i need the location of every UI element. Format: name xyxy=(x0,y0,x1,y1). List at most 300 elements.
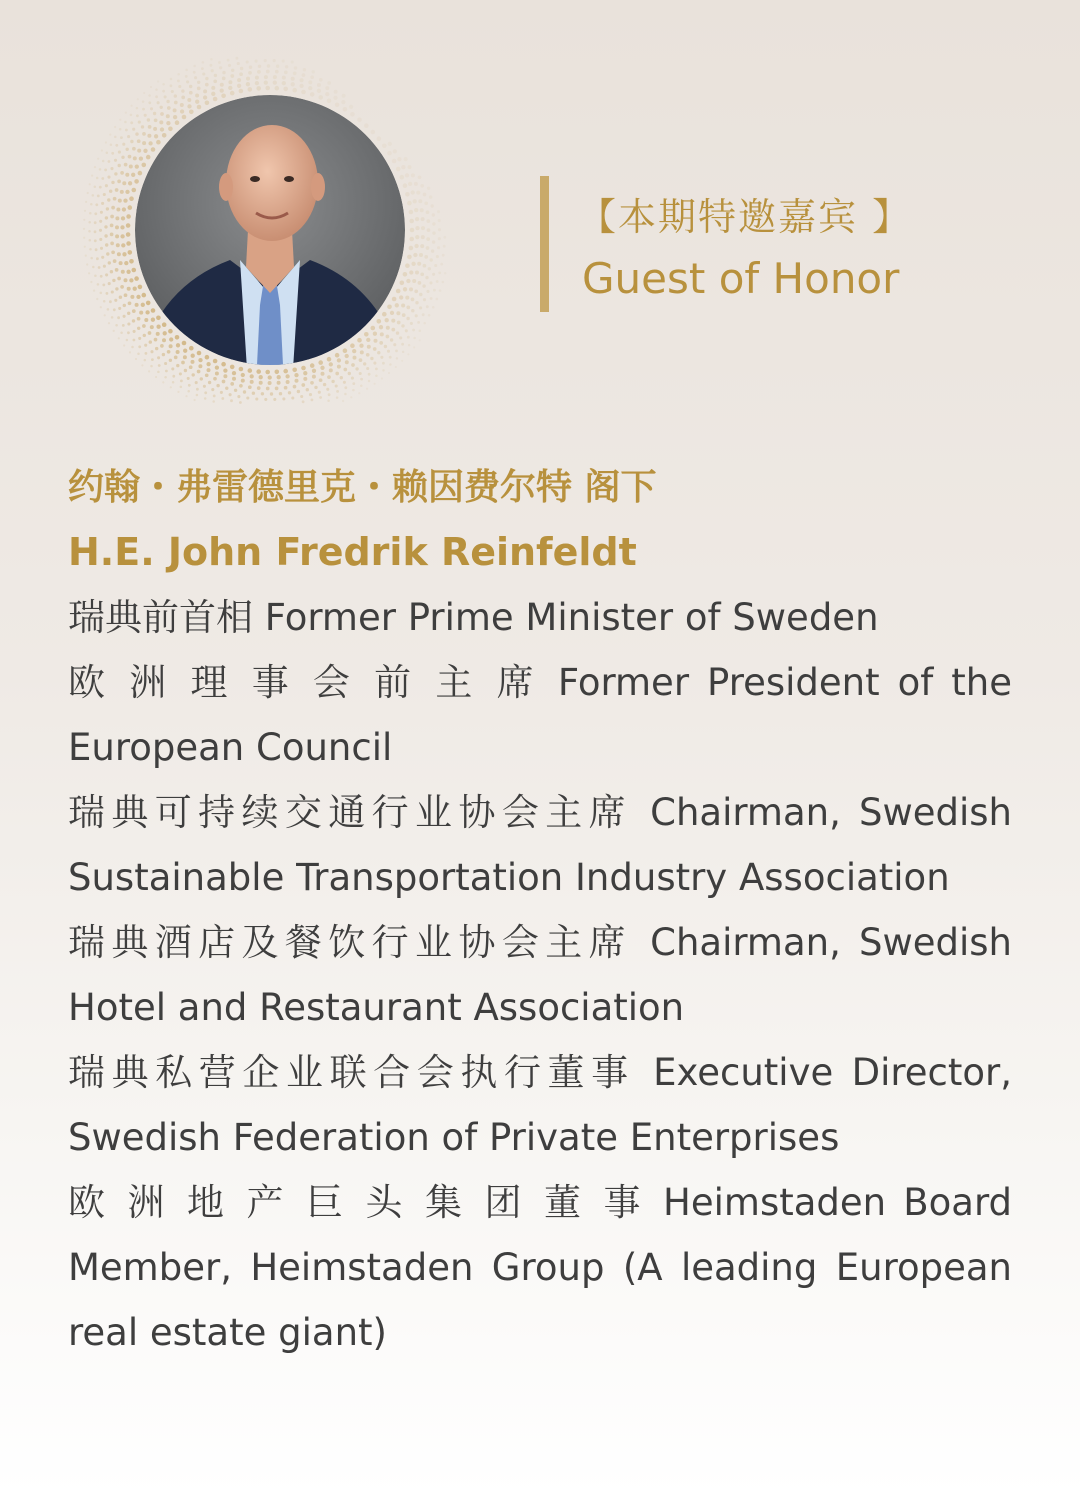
halo-dot xyxy=(142,132,146,136)
halo-dot xyxy=(173,108,177,112)
halo-dot xyxy=(301,366,306,371)
halo-dot xyxy=(165,370,168,373)
halo-dot xyxy=(232,377,236,381)
halo-dot xyxy=(115,234,119,238)
halo-dot xyxy=(249,66,252,69)
halo-dot xyxy=(96,177,99,180)
halo-dot xyxy=(97,283,100,286)
halo-dot xyxy=(294,373,298,377)
halo-dot xyxy=(438,219,441,222)
halo-dot xyxy=(310,75,314,79)
halo-dot xyxy=(211,86,215,90)
halo-dot xyxy=(408,344,411,347)
halo-dot xyxy=(335,372,339,376)
halo-dot xyxy=(409,270,413,274)
halo-dot xyxy=(144,359,147,362)
halo-dot xyxy=(417,321,420,324)
halo-dot xyxy=(432,222,435,225)
halo-dot xyxy=(270,392,273,395)
halo-dot xyxy=(169,359,172,362)
halo-dot xyxy=(345,354,349,358)
halo-dot xyxy=(246,77,250,81)
halo-dot xyxy=(115,216,119,220)
halo-dot xyxy=(155,95,158,98)
halo-dot xyxy=(395,350,398,353)
halo-dot xyxy=(213,359,218,364)
halo-dot xyxy=(171,367,174,370)
halo-dot xyxy=(310,92,315,97)
halo-dot xyxy=(136,107,139,110)
halo-dot xyxy=(374,383,376,385)
halo-dot xyxy=(194,76,197,79)
halo-dot xyxy=(177,80,180,83)
halo-dot xyxy=(341,100,345,104)
halo-dot xyxy=(419,293,422,296)
halo-dot xyxy=(414,208,418,212)
halo-dot xyxy=(157,356,160,359)
halo-dot xyxy=(109,134,111,136)
halo-dot xyxy=(94,212,97,215)
halo-dot xyxy=(392,297,397,302)
title-item: 瑞典酒店及餐饮行业协会主席 Chairman, Swedish Hotel and Restaurant Association xyxy=(68,921,1012,1029)
halo-dot xyxy=(418,281,422,285)
halo-dot xyxy=(419,339,421,341)
halo-dot xyxy=(388,142,392,146)
halo-dot xyxy=(148,125,152,129)
halo-dot xyxy=(147,118,150,121)
halo-dot xyxy=(142,163,147,168)
halo-dot xyxy=(185,395,187,397)
halo-dot xyxy=(185,69,188,72)
halo-dot xyxy=(392,159,397,164)
halo-dot xyxy=(205,83,209,87)
halo-dot xyxy=(191,360,195,364)
halo-dot xyxy=(134,276,139,281)
halo-dot xyxy=(425,276,428,279)
halo-dot xyxy=(105,243,108,246)
halo-dot xyxy=(222,380,226,384)
halo-dot xyxy=(385,318,389,322)
halo-dot xyxy=(180,103,184,107)
halo-dot xyxy=(107,176,110,179)
halo-dot xyxy=(94,274,97,277)
halo-dot xyxy=(391,319,395,323)
halo-dot xyxy=(197,351,202,356)
halo-dot xyxy=(299,84,303,88)
halo-dot xyxy=(377,351,380,354)
halo-dot xyxy=(240,67,243,70)
halo-dot xyxy=(397,321,401,325)
halo-dot xyxy=(256,86,261,91)
halo-dot xyxy=(443,245,446,248)
halo-dot xyxy=(102,160,105,163)
halo-dot xyxy=(336,390,339,393)
halo-dot xyxy=(436,280,439,283)
halo-dot xyxy=(92,266,95,269)
halo-dot xyxy=(167,106,171,110)
halo-dot xyxy=(130,295,134,299)
halo-dot xyxy=(303,377,307,381)
halo-dot xyxy=(211,92,215,96)
halo-dot xyxy=(415,235,419,239)
halo-dot xyxy=(318,95,323,100)
halo-dot xyxy=(259,375,263,379)
halo-dot xyxy=(126,241,131,246)
title-item: 欧 洲 理 事 会 前 主 席 Former President of the European Council xyxy=(68,661,1012,769)
halo-dot xyxy=(273,80,277,84)
halo-dot xyxy=(105,184,108,187)
halo-dot xyxy=(142,100,145,103)
halo-dot xyxy=(426,237,430,241)
halo-dot xyxy=(399,295,403,299)
halo-dot xyxy=(259,381,263,385)
halo-dot xyxy=(108,282,111,285)
halo-dot xyxy=(162,83,165,86)
halo-dot xyxy=(312,369,316,373)
halo-dot xyxy=(180,380,183,383)
halo-dot xyxy=(384,345,387,348)
halo-dot xyxy=(203,385,206,388)
halo-dot xyxy=(373,332,377,336)
halo-dot xyxy=(246,82,250,86)
halo-dot xyxy=(328,393,331,396)
halo-dot xyxy=(124,121,127,124)
halo-dot xyxy=(232,371,236,375)
halo-dot xyxy=(283,369,288,374)
halo-dot xyxy=(101,149,103,151)
halo-dot xyxy=(335,103,340,108)
halo-dot xyxy=(345,360,349,364)
halo-dot xyxy=(237,395,240,398)
halo-dot xyxy=(137,327,140,330)
halo-dot xyxy=(411,298,415,302)
halo-dot xyxy=(282,397,285,400)
halo-dot xyxy=(110,233,114,237)
halo-dot xyxy=(187,104,191,108)
halo-dot xyxy=(157,80,159,82)
halo-dot xyxy=(430,258,433,261)
halo-dot xyxy=(138,337,141,340)
halo-dot xyxy=(426,290,429,293)
halo-dot xyxy=(137,98,139,100)
halo-dot xyxy=(288,391,291,394)
halo-dot xyxy=(405,329,408,332)
halo-dot xyxy=(409,246,414,251)
halo-dot xyxy=(350,343,355,348)
halo-dot xyxy=(176,343,180,347)
halo-dot xyxy=(216,384,219,387)
halo-dot xyxy=(189,91,193,95)
halo-dot xyxy=(162,381,164,383)
halo-dot xyxy=(387,350,390,353)
halo-dot xyxy=(130,121,133,124)
halo-dot xyxy=(237,78,241,82)
halo-dot xyxy=(100,247,103,250)
halo-dot xyxy=(265,370,270,375)
halo-dot xyxy=(239,367,244,372)
halo-dot xyxy=(342,94,346,98)
halo-dot xyxy=(126,223,131,228)
halo-dot xyxy=(85,201,87,203)
halo-dot xyxy=(170,386,172,388)
halo-dot xyxy=(120,136,123,139)
halo-dot xyxy=(415,271,419,275)
halo-dot xyxy=(404,157,408,161)
halo-dot xyxy=(184,369,187,372)
halo-dot xyxy=(358,392,360,394)
halo-dot xyxy=(411,190,415,194)
halo-dot xyxy=(426,219,430,223)
halo-dot xyxy=(306,388,309,391)
halo-dot xyxy=(220,83,224,87)
halo-dot xyxy=(151,147,156,152)
halo-dot xyxy=(239,89,244,94)
halo-dot xyxy=(275,387,279,391)
halo-dot xyxy=(422,284,425,287)
halo-dot xyxy=(433,289,436,292)
halo-dot xyxy=(414,289,418,293)
halo-dot xyxy=(239,72,243,76)
halo-dot xyxy=(301,383,305,387)
halo-dot xyxy=(202,72,205,75)
halo-dot xyxy=(266,70,270,74)
halo-dot xyxy=(124,293,128,297)
halo-dot xyxy=(230,74,234,78)
halo-dot xyxy=(401,165,405,169)
halo-dot xyxy=(113,308,116,311)
halo-dot xyxy=(414,182,418,186)
halo-dot xyxy=(374,339,378,343)
halo-dot xyxy=(268,375,272,379)
halo-dot xyxy=(261,392,264,395)
halo-dot xyxy=(178,85,181,88)
halo-dot xyxy=(150,86,152,88)
halo-dot xyxy=(193,65,196,68)
halo-dot xyxy=(174,101,178,105)
halo-dot xyxy=(153,127,157,131)
halo-dot xyxy=(127,322,130,325)
halo-dot xyxy=(215,372,219,376)
halo-dot xyxy=(169,344,173,348)
halo-dot xyxy=(424,201,428,205)
halo-dot xyxy=(403,272,408,277)
halo-dot xyxy=(396,357,399,360)
halo-dot xyxy=(191,354,195,358)
halo-dot xyxy=(172,381,175,384)
title-item: 瑞典可持续交通行业协会主席 Chairman, Swedish Sustainable Transportation Industry Association xyxy=(68,791,1012,899)
halo-dot xyxy=(282,81,286,85)
halo-dot xyxy=(323,383,326,386)
halo-dot xyxy=(377,319,382,324)
halo-dot xyxy=(157,101,160,104)
halo-dot xyxy=(420,184,424,188)
halo-dot xyxy=(442,254,445,257)
halo-dot xyxy=(136,114,139,117)
halo-dot xyxy=(189,110,194,115)
halo-dot xyxy=(134,179,139,184)
halo-dot xyxy=(115,324,118,327)
halo-dot xyxy=(162,353,165,356)
halo-dot xyxy=(135,132,138,135)
halo-dot xyxy=(137,139,141,143)
halo-dot xyxy=(427,187,430,190)
halo-dot xyxy=(122,324,125,327)
halo-dot xyxy=(282,76,286,80)
halo-dot xyxy=(110,270,113,273)
halo-dot xyxy=(106,292,109,295)
halo-dot xyxy=(395,366,397,368)
halo-dot xyxy=(177,391,179,393)
halo-dot xyxy=(183,355,187,359)
halo-dot xyxy=(99,229,102,232)
halo-dot xyxy=(415,301,418,304)
halo-dot xyxy=(222,71,225,74)
halo-dot xyxy=(428,314,431,317)
halo-dot xyxy=(180,386,183,389)
halo-dot xyxy=(169,337,173,341)
halo-dot xyxy=(248,368,253,373)
halo-dot xyxy=(112,279,115,282)
halo-dot xyxy=(421,235,425,239)
halo-dot xyxy=(128,301,132,305)
halo-dot xyxy=(114,136,117,139)
halo-dot xyxy=(131,346,134,349)
halo-dot xyxy=(221,397,224,400)
halo-dot xyxy=(276,65,279,68)
halo-dot xyxy=(121,270,125,274)
halo-dot xyxy=(390,338,393,341)
halo-dot xyxy=(177,73,180,76)
halo-dot xyxy=(405,173,409,177)
halo-dot xyxy=(334,90,338,94)
halo-dot xyxy=(125,129,128,132)
halo-dot xyxy=(147,134,151,138)
halo-dot xyxy=(364,123,369,128)
halo-dot xyxy=(381,377,383,379)
halo-dot xyxy=(115,225,119,229)
halo-dot xyxy=(273,75,277,79)
halo-dot xyxy=(382,312,387,317)
halo-dot xyxy=(389,356,392,359)
halo-dot xyxy=(154,118,158,122)
portrait-photo xyxy=(135,95,405,385)
halo-dot xyxy=(360,384,363,387)
halo-dot xyxy=(127,331,130,334)
halo-dot xyxy=(156,316,161,321)
halo-dot xyxy=(126,339,128,342)
halo-dot xyxy=(119,128,122,131)
halo-dot xyxy=(405,192,410,197)
halo-dot xyxy=(100,306,102,308)
halo-dot xyxy=(275,370,280,375)
halo-dot xyxy=(106,207,109,210)
halo-dot xyxy=(213,79,217,83)
halo-dot xyxy=(273,398,276,401)
halo-dot xyxy=(416,191,420,195)
halo-dot xyxy=(201,67,204,70)
halo-dot xyxy=(138,345,141,348)
halo-dot xyxy=(133,156,137,160)
halo-dot xyxy=(284,386,288,390)
halo-dot xyxy=(150,107,153,110)
halo-dot xyxy=(426,246,430,250)
halo-dot xyxy=(291,396,294,399)
halo-dot xyxy=(403,287,407,291)
halo-dot xyxy=(418,199,422,203)
halo-dot xyxy=(146,155,151,160)
halo-dot xyxy=(107,198,110,201)
halo-dot xyxy=(115,144,118,147)
halo-dot xyxy=(401,324,404,327)
halo-dot xyxy=(120,171,124,175)
halo-dot xyxy=(195,94,199,98)
halo-dot xyxy=(275,86,280,91)
halo-dot xyxy=(163,331,167,335)
halo-dot xyxy=(114,172,117,175)
halo-dot xyxy=(143,334,146,337)
halo-dot xyxy=(86,263,88,265)
halo-dot xyxy=(213,377,217,381)
halo-dot xyxy=(151,318,155,322)
halo-dot xyxy=(125,173,129,177)
halo-dot xyxy=(164,376,167,379)
halo-dot xyxy=(327,375,331,379)
halo-dot xyxy=(148,370,150,372)
halo-dot xyxy=(297,390,300,393)
halo-dot xyxy=(396,311,400,315)
halo-dot xyxy=(432,306,435,309)
halo-dot xyxy=(395,303,399,307)
halo-dot xyxy=(99,168,102,171)
halo-dot xyxy=(413,337,416,340)
halo-dot xyxy=(123,344,125,346)
halo-dot xyxy=(88,230,91,233)
halo-dot xyxy=(311,399,314,402)
halo-dot xyxy=(101,177,104,180)
halo-dot xyxy=(318,360,323,365)
halo-dot xyxy=(432,240,435,243)
halo-dot xyxy=(422,313,425,316)
title-item: 瑞典私营企业联合会执行董事 Executive Director, Swedish Federation of Private Enterprises xyxy=(68,1051,1012,1159)
halo-dot xyxy=(321,372,325,376)
halo-dot xyxy=(424,255,428,259)
halo-dot xyxy=(197,370,201,374)
halo-dot xyxy=(83,228,85,230)
halo-dot xyxy=(414,244,418,248)
halo-dot xyxy=(148,101,151,104)
halo-dot xyxy=(237,62,240,65)
halo-dot xyxy=(229,393,232,396)
halo-dot xyxy=(282,59,285,62)
halo-dot xyxy=(317,89,321,93)
halo-dot xyxy=(366,353,370,357)
halo-dot xyxy=(258,65,261,68)
halo-dot xyxy=(97,158,99,160)
halo-dot xyxy=(409,287,413,291)
halo-dot xyxy=(157,371,160,374)
halo-dot xyxy=(350,112,355,117)
halo-dot xyxy=(255,60,258,63)
halo-dot xyxy=(118,337,120,339)
halo-dot xyxy=(300,78,304,82)
halo-dot xyxy=(436,255,439,258)
halo-dot xyxy=(285,374,289,378)
halo-dot xyxy=(428,267,431,270)
halo-dot xyxy=(88,221,91,224)
halo-dot xyxy=(344,393,347,396)
halo-dot xyxy=(84,210,86,212)
halo-dot xyxy=(366,388,368,390)
